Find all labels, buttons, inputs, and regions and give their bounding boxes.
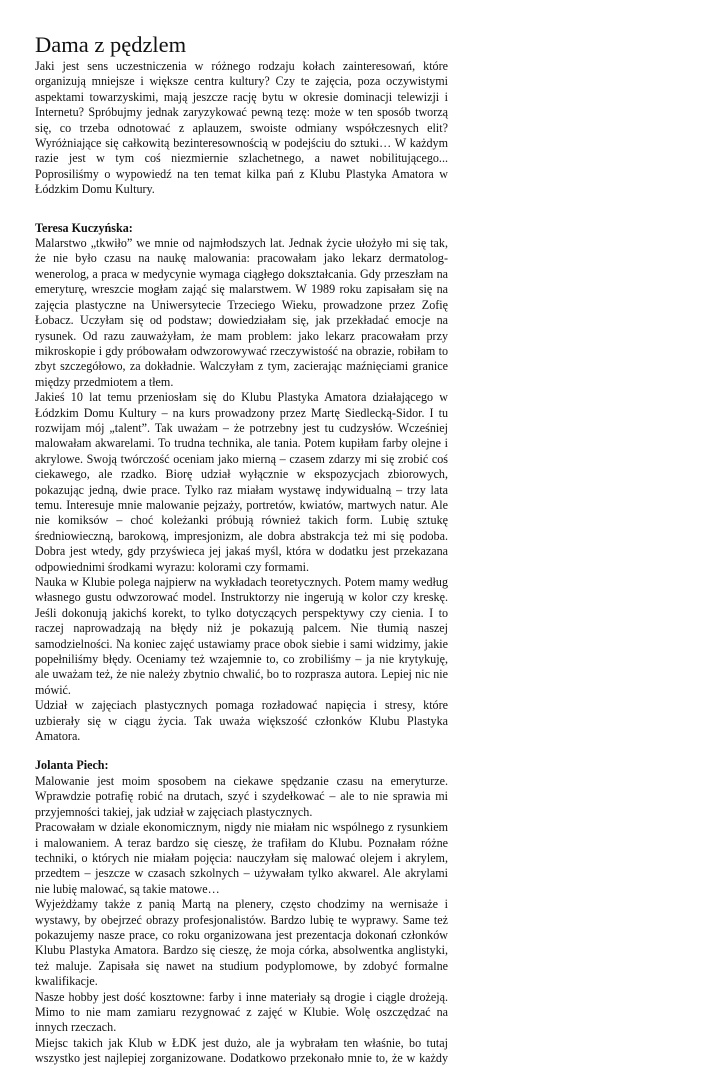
speaker-name: Teresa Kuczyńska: [35, 220, 133, 235]
section-gap [35, 198, 448, 221]
paragraph: Pracowałam w dziale ekonomicznym, nigdy nie miałam nic wspólnego z rysunkiem i malowaniem. A teraz bardzo się cieszę, że trafiłam do Klubu. Poznałam różne techniki, o których nie miałam pojęcia: nauczyłam się malować olejem i akrylem, przedtem – jeszcze w czasach szkolnych – używałam tylko akwarel. Ale akrylami nie lubię malować, są takie matowe… [35, 820, 448, 896]
section-teresa [35, 221, 448, 745]
paragraph: Malowanie jest moim sposobem na ciekawe spędzanie czasu na emeryturze. Wprawdzie potrafię robić na drutach, szyć i szydełkować – ale to nie sprawia mi przyjemności takiej, jak udział w zajęciach plastycznych. [35, 773, 448, 819]
paragraph: Malarstwo „tkwiło” we mnie od najmłodszych lat. Jednak życie ułożyło mi się tak, że nie było czasu na naukę malowania: pracowałam jako lekarz dermatolog-wenerolog, a praca w medycynie wymaga ciągłego dokształcania. Gdy przeszłam na emeryturę, wreszcie mogłam zająć się malarstwem. W 1989 roku zapisałam się na zajęcia plastyczne na Uniwersytecie Trzeciego Wieku, prowadzone przez Zofię Łobacz. Uczyłam się od podstaw; dowiedziałam się, jak przekładać emocje na rysunek. Od razu zauważyłam, że mam problem: jako lekarz pracowałam przy mikroskopie i gdy próbowałam odwzorowywać rzeczywistość na obrazie, robiłam to zbyt szczegółowo, za dokładnie. Walczyłam z tym, zacierając maźnięciami granice między przedmiotem a tłem. [35, 236, 448, 389]
paragraph: Wyjeżdżamy także z panią Martą na plenery, często chodzimy na wernisaże i wystawy, by obejrzeć obrazy profesjonalistów. Bardzo lubię te wyprawy. Same też pokazujemy nasze prace, co roku organizowana jest prezentacja dokonań członków Klubu Plastyka Amatora. Bardzo się cieszę, że moja córka, absolwentka anglistyki, też maluje. Zapisała się nawet na studium podyplomowe, by zdobyć formalne kwalifikacje. [35, 897, 448, 989]
article-title: Dama z pędzlem [35, 32, 187, 57]
paragraph: Nauka w Klubie polega najpierw na wykładach teoretycznych. Potem mamy według własnego gustu odwzorować model. Instruktorzy nie ingerują w kolor czy kreskę. Jeśli dokonują jakichś korekt, to tylko dotyczących perspektywy czy cienia. I to raczej naprowadzają na błędy niż je pokazują palcem. Nie tłumią naszej samodzielności. Na koniec zajęć ustawiamy prace obok siebie i sami widzimy, jakie popełniliśmy błędy. Oceniamy też wzajemnie to, co zrobiliśmy – ja nie krytykuję, ale uważam też, że nie należy zbytnio chwalić, bo to rozprasza autora. Lepiej nic nie mówić. [35, 575, 448, 697]
article-intro: Jaki jest sens uczestniczenia w różnego rodzaju kołach zainteresowań, które organizują mniejsze i większe centra kultury? Czy te zajęcia, poza oczywistymi aspektami towarzyskimi, mają jeszcze rację bytu w okresie dominacji telewizji i Internetu? Spróbujmy jednak zaryzykować pewną tezę: może w ten sposób tworzą się, co trzeba odnotować z aplauzem, swoiste odmiany współczesnych elit? Wyróżniające się całkowitą bezinteresownością w podejściu do sztuki… W każdym razie jest w tym coś niezmiernie szlachetnego, a nawet nobilitującego... Poprosiliśmy o wypowiedź na ten temat kilka pań z Klubu Plastyka Amatora w Łódzkim Domu Kultury. [35, 59, 448, 197]
paragraph: Udział w zajęciach plastycznych pomaga rozładować napięcia i stresy, które uzbierały się w ciągu życia. Tak uważa większość członków Klubu Plastyka Amatora. [35, 698, 448, 744]
section-gap [35, 744, 448, 758]
paragraph: Miejsc takich jak Klub w ŁDK jest dużo, ale ja wybrałam ten właśnie, bo tutaj wszystko jest najlepiej zorganizowane. Dodatkowo przekonało mnie to, że w każdy [35, 1035, 448, 1066]
paragraph: Jakieś 10 lat temu przeniosłam się do Klubu Plastyka Amatora działającego w Łódzkim Domu Kultury – na kurs prowadzony przez Martę Siedlecką-Sidor. I tu rozwijam mój „talent”. Tak uważam – że potrzebny jest tu cudzysłów. Wcześniej malowałam akwarelami. To trudna technika, ale tania. Potem kupiłam farby olejne i akrylowe. Swoją twórczość oceniam jako mierną – czasem zdarzy mi się zrobić coś ciekawego, ale rzadko. Biorę udział wyłącznie w ekspozycjach zbiorowych, pokazując jedną, dwie prace. Tylko raz miałam wystawę indywidualną – trzy lata temu. Interesuje mnie malowanie pejzaży, portretów, kwiatów, martwych natur. Ale nie komiksów – choć koleżanki próbują również takich form. Lubię sztukę średniowieczną, barokową, impresjonizm, ale dobra abstrakcja też mi się podoba. Dobra jest wtedy, gdy przyświeca jej jakaś myśl, która w dodatku jest przekazana odpowiednimi środkami wyrazu: kolorami czy formami. [35, 390, 448, 574]
document-page [35, 32, 448, 1067]
speaker-name: Jolanta Piech: [35, 758, 109, 773]
section-jolanta [35, 758, 448, 1066]
paragraph: Nasze hobby jest dość kosztowne: farby i inne materiały są drogie i ciągle drożeją. Mimo to nie mam zamiaru rezygnować z zajęć w Klubie. Wolę oszczędzać na innych rzeczach. [35, 989, 448, 1035]
